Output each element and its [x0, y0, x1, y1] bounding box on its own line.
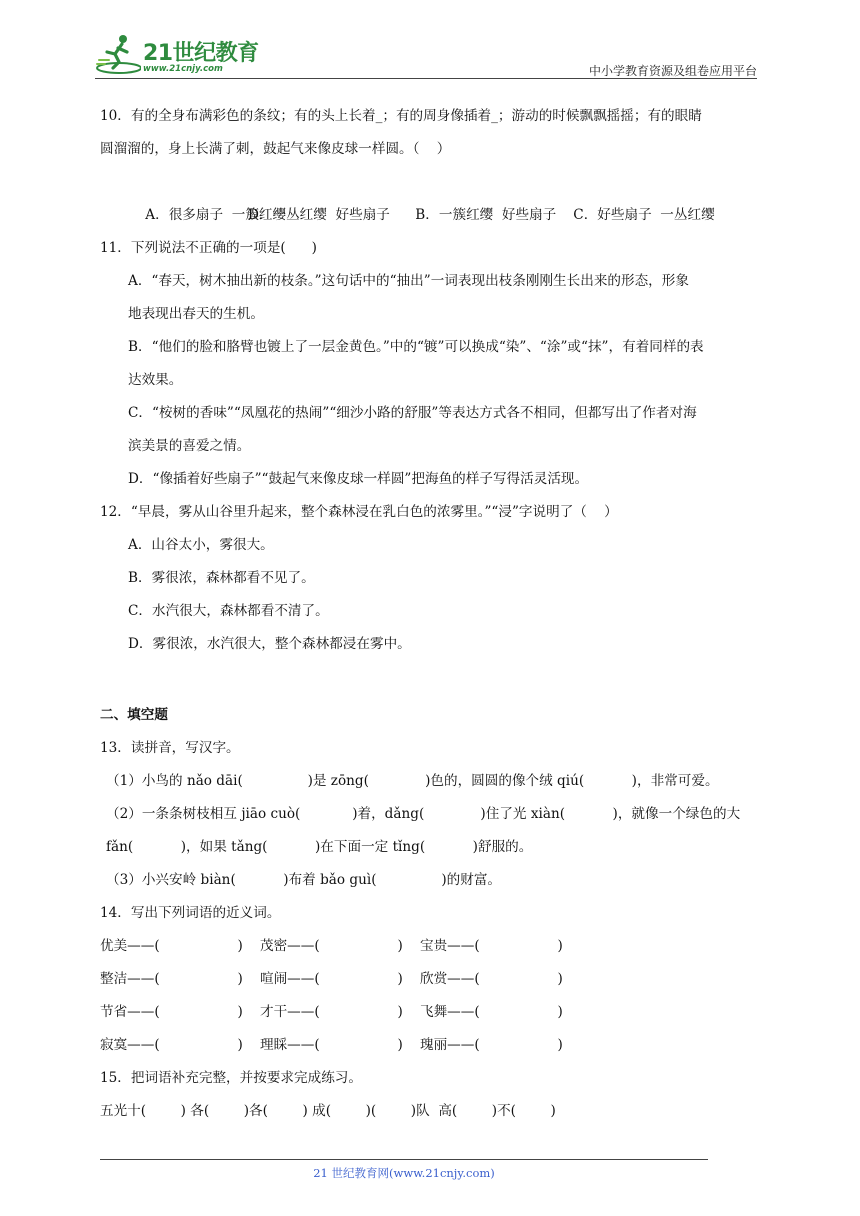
q14-item: 才干——( ): [260, 1004, 403, 1020]
q13-part3: （3）小兴安岭 biàn( )布着 bǎo guì( )的财富。: [106, 872, 502, 888]
q10-stem-line2: 圆溜溜的，身上长满了刺，鼓起气来像皮球一样圆。（ ）: [100, 141, 451, 157]
q14-row: [100, 1029, 770, 1062]
q14-row: [100, 996, 770, 1029]
q14-item: 欣赏——( ): [420, 971, 563, 987]
site-logo: [95, 32, 265, 76]
q10-option-a[interactable]: A．很多扇子 一簇红缨: [145, 207, 287, 223]
document-body: [100, 100, 770, 1128]
q11-option-b-line1[interactable]: B．“他们的脸和胳臂也镀上了一层金黄色。”中的“镀”可以换成“染”、“涂”或“抹”，有着同样的表: [128, 339, 704, 355]
q14-item: 节省——( ): [100, 1004, 243, 1020]
q14-item: 瑰丽——( ): [420, 1037, 563, 1053]
runner-logo-icon: [95, 32, 141, 76]
q14-item: 理睬——( ): [260, 1037, 403, 1053]
platform-title: 中小学教育资源及组卷应用平台: [588, 64, 757, 78]
footer-link[interactable]: 21 世纪教育网(www.21cnjy.com): [313, 1166, 495, 1180]
q14-item: 茂密——( ): [260, 938, 403, 954]
q10-stem-line1: 10．有的全身布满彩色的条纹；有的头上长着_；有的周身像插着_；游动的时候飘飘摇摇；有的眼睛: [100, 108, 702, 124]
q14-item: 整洁——( ): [100, 971, 243, 987]
q11-option-c-line2: 滨美景的喜爱之情。: [128, 438, 251, 454]
page-header: [95, 28, 757, 80]
q15-idioms: 五光十( ) 各( )各( ) 成( )( )队 高( )不( ): [100, 1103, 556, 1119]
q15-stem: 15．把词语补充完整，并按要求完成练习。: [100, 1070, 362, 1086]
header-divider: [95, 78, 757, 79]
q14-row: [100, 930, 770, 963]
q13-part2-line2: fǎn( )，如果 tǎng( )在下面一定 tǐng( )舒服的。: [106, 839, 533, 855]
q14-stem: 14．写出下列词语的近义词。: [100, 905, 281, 921]
q14-item: 寂寞——( ): [100, 1037, 243, 1053]
q14-item: 宝贵——( ): [420, 938, 563, 954]
q14-item: 飞舞——( ): [420, 1004, 563, 1020]
q11-stem: 11．下列说法不正确的一项是( ): [100, 240, 317, 256]
section-heading-fill-in: 二、填空题: [100, 707, 168, 723]
q13-part2-line1: （2）一条条树枝相互 jiāo cuò( )着，dǎng( )住了光 xiàn( )，就像一个绿色的大: [106, 806, 741, 822]
q14-row: [100, 963, 770, 996]
q12-option-b[interactable]: B．雾很浓，森林都看不见了。: [128, 570, 315, 586]
q11-option-b-line2: 达效果。: [128, 372, 183, 388]
q11-option-c-line1[interactable]: C．“桉树的香味”“凤凰花的热闹”“细沙小路的舒服”等表达方式各不相同，但都写出了作者对海: [128, 405, 697, 421]
q14-item: 优美——( ): [100, 938, 243, 954]
logo-text: 21世纪教育: [143, 41, 259, 66]
q12-stem: 12．“早晨，雾从山谷里升起来，整个森林浸在乳白色的浓雾里。”“浸”字说明了（ ）: [100, 504, 618, 520]
q10-option-c[interactable]: C．好些扇子 一丛红缨: [573, 207, 715, 223]
q14-item: 喧闹——( ): [260, 971, 403, 987]
q10-option-d[interactable]: D．一丛红缨 好些扇子: [248, 207, 390, 223]
q13-stem: 13．读拼音，写汉字。: [100, 740, 240, 756]
q12-option-c[interactable]: C．水汽很大，森林都看不清了。: [128, 603, 329, 619]
logo-url: www.21cnjy.com: [143, 64, 223, 74]
q11-option-a-line1[interactable]: A．“春天，树木抽出新的枝条。”这句话中的“抽出”一词表现出枝条刚刚生长出来的形态，形象: [128, 273, 689, 289]
q11-option-d[interactable]: D．“像插着好些扇子”“鼓起气来像皮球一样圆”把海鱼的样子写得活灵活现。: [128, 471, 589, 487]
q10-option-b[interactable]: B．一簇红缨 好些扇子: [415, 207, 557, 223]
q13-part1: （1）小鸟的 nǎo dāi( )是 zōng( )色的，圆圆的像个绒 qiú( )，非常可爱。: [106, 773, 719, 789]
footer-divider: [100, 1159, 708, 1160]
q12-option-d[interactable]: D．雾很浓，水汽很大，整个森林都浸在雾中。: [128, 636, 411, 652]
q11-option-a-line2: 地表现出春天的生机。: [128, 306, 264, 322]
q12-option-a[interactable]: A．山谷太小，雾很大。: [128, 537, 274, 553]
section-spacer: [100, 661, 770, 699]
